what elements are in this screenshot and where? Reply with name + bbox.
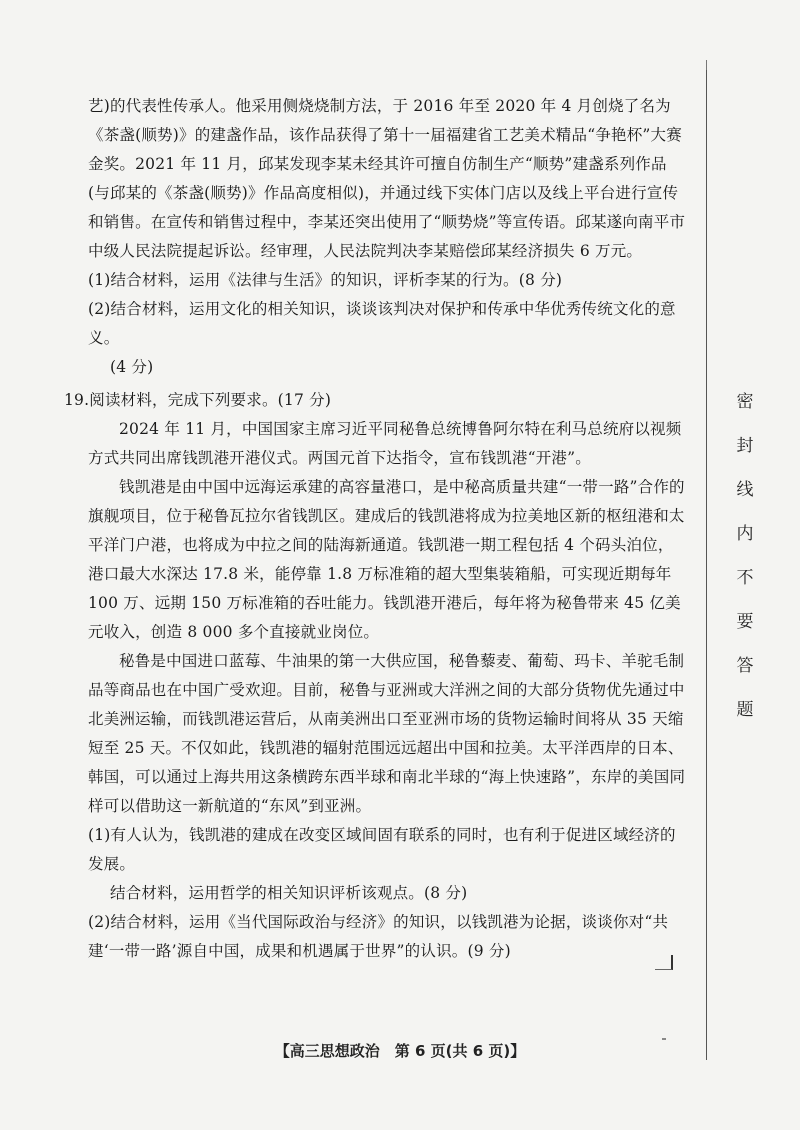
seal-char: 封 (736, 436, 754, 456)
question-19-1: (1)有人认为，钱凯港的建成在改变区域间固有联系的同时，也有利于促进区域经济的发展。 (88, 826, 676, 873)
seal-line-notice (732, 380, 758, 732)
page-content (64, 92, 688, 966)
seal-char: 要 (736, 612, 754, 632)
question-19-1-instruction: 结合材料，运用哲学的相关知识评析该观点。(8 分) (110, 884, 468, 902)
question-19-title: 19.阅读材料，完成下列要求。(17 分) (64, 391, 332, 409)
seal-char: 线 (736, 480, 754, 500)
page-footer: 【高三思想政治 第 6 页(共 6 页)】 (274, 1042, 526, 1060)
binding-line-top (706, 60, 707, 70)
question-18-2-score: (4 分) (110, 358, 154, 376)
material-paragraph: 秘鲁是中国进口蓝莓、牛油果的第一大供应国，秘鲁藜麦、葡萄、玛卡、羊驼毛制品等商品也在中国广受欢迎。目前，秘鲁与亚洲或大洋洲之间的大部分货物优先通过中北美洲运输，而钱凯港运营后，从南美洲出口至亚洲市场的货物运输时间将从 35 天缩短至 25 天。不仅如此，钱凯港的辐射范围远远超出中国和拉美。太平洋西岸的日本、韩国，可以通过上海共用这条横跨东西半球和南北半球的“海上快速路”，东岸的美国同样可以借助这一新航道的“东风”到亚洲。 (88, 652, 686, 815)
material-paragraph: 2024 年 11 月，中国国家主席习近平同秘鲁总统博鲁阿尔特在利马总统府以视频方式共同出席钱凯港开港仪式。两国元首下达指令，宣布钱凯港“开港”。 (88, 420, 682, 467)
binding-line (706, 70, 707, 1060)
seal-char: 内 (736, 524, 754, 544)
question-18-1: (1)结合材料，运用《法律与生活》的知识，评析李某的行为。(8 分) (88, 271, 563, 289)
question-19-2: (2)结合材料，运用《当代国际政治与经济》的知识，以钱凯港为论据，谈谈你对“共建‘一带一路’源自中国，成果和机遇属于世界”的认识。(9 分) (88, 913, 669, 960)
seal-char: 答 (736, 656, 754, 676)
material-paragraph: 艺)的代表性传承人。他采用侧烧烧制方法，于 2016 年至 2020 年 4 月创烧了名为《茶盏(顺势)》的建盏作品，该作品获得了第十一届福建省工艺美术精品“争艳杯”大赛金奖。2021 年 11 月，邱某发现李某未经其许可擅自仿制生产“顺势”建盏系列作品(与邱某的《茶盏(顺势)》作品高度相似)，并通过线下实体门店以及线上平台进行宣传和销售。在宣传和销售过程中，李某还突出使用了“顺势烧”等宣传语。邱某遂向南平市中级人民法院提起诉讼。经审理，人民法院判决李某赔偿邱某经济损失 6 万元。 (88, 97, 686, 260)
seal-char: 题 (736, 700, 754, 720)
question-18-2: (2)结合材料，运用文化的相关知识，谈谈该判决对保护和传承中华优秀传统文化的意义。 (88, 300, 676, 347)
material-paragraph: 钱凯港是由中国中远海运承建的高容量港口，是中秘高质量共建“一带一路”合作的旗舰项目，位于秘鲁瓦拉尔省钱凯区。建成后的钱凯港将成为拉美地区新的枢纽港和太平洋门户港，也将成为中拉之间的陆海新通道。钱凯港一期工程包括 4 个码头泊位，港口最大水深达 17.8 米，能停靠 1.8 万标准箱的超大型集装箱船，可实现近期每年 100 万、远期 150 万标准箱的吞吐能力。钱凯港开港后，每年将为秘鲁带来 45 亿美元收入，创造 8 000 多个直接就业岗位。 (88, 478, 685, 641)
seal-char: 不 (736, 568, 754, 588)
seal-char: 密 (736, 392, 754, 412)
scan-mark (655, 955, 673, 970)
